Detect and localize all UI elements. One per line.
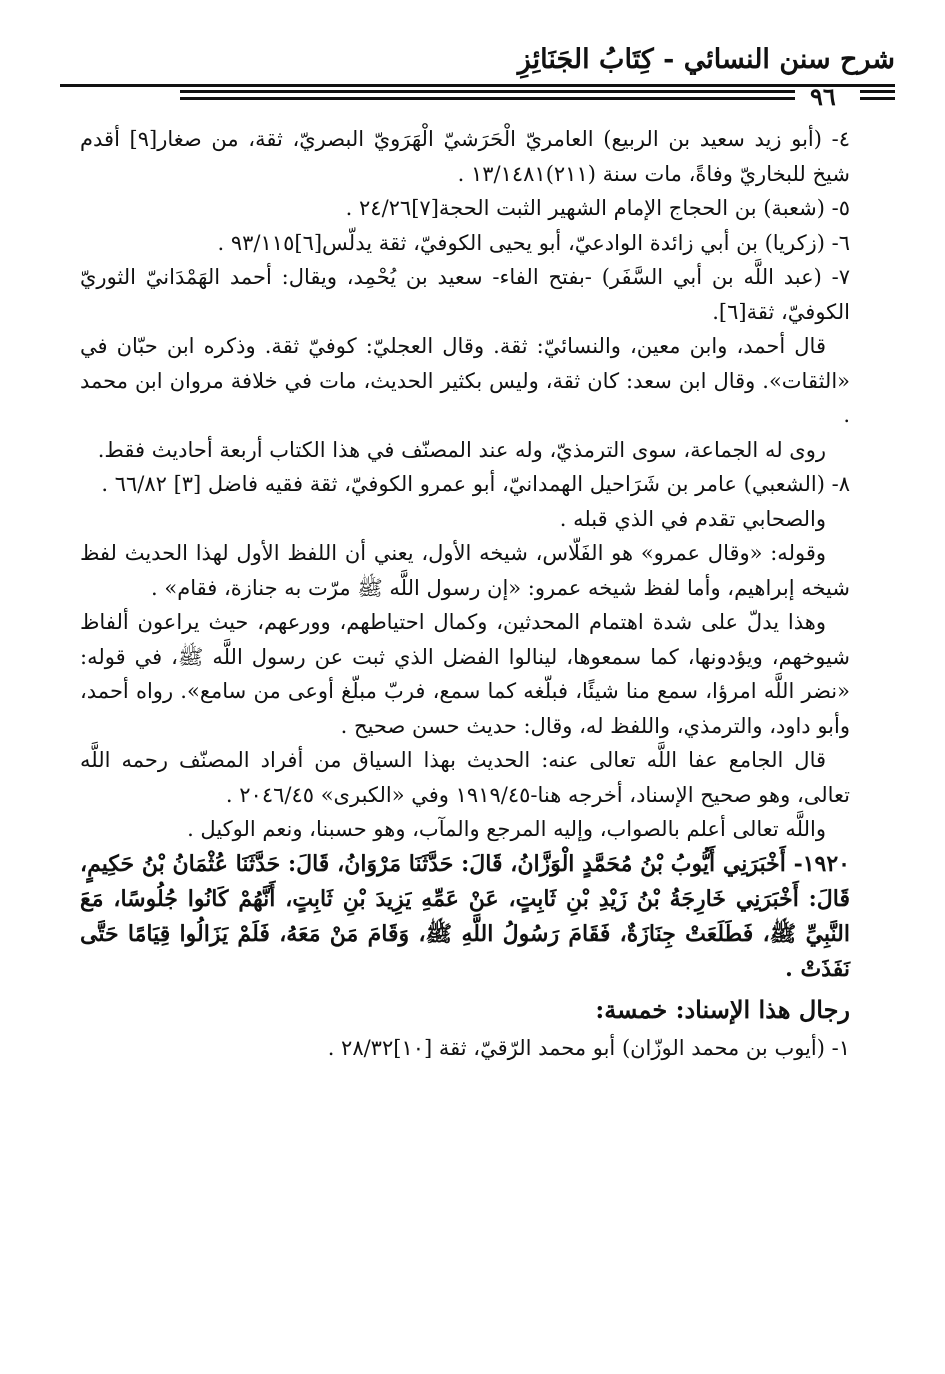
double-rule-left — [180, 90, 795, 102]
narrator-entry-5: ٥- (شعبة) بن الحجاج الإمام الشهير الثبت الحجة[٧]٢٤/٢٦ . — [345, 196, 850, 220]
narrator-entry-8: ٨- (الشعبي) عامر بن شَرَاحيل الهمدانيّ، أبو عمرو الكوفيّ، ثقة فقيه فاضل [٣] ٦٦/٨٢ . — [101, 472, 850, 496]
page-header — [60, 40, 895, 96]
page-number: ٩٦ — [810, 82, 836, 111]
paragraph-grading: قال أحمد، وابن معين، والنسائيّ: ثقة. وقال العجليّ: كوفيّ ثقة. وذكره ابن حبّان في «الثقات». وقال ابن سعد: كان ثقة، وليس بكثير الحديث، مات في خلافة مروان ابن محمد . — [80, 334, 850, 427]
page-body — [80, 122, 850, 1066]
paragraph-compiler-note: قال الجامع عفا اللَّه تعالى عنه: الحديث بهذا السياق من أفراد المصنّف رحمه اللَّه تعالى، وهو صحيح الإسناد، أخرجه هنا-١٩١٩/٤٥ وفي «الكبرى» ٢٠٤٦/٤٥ . — [80, 748, 850, 807]
paragraph-explanation: وقوله: «وقال عمرو» هو الفَلّاس، شيخه الأول، يعني أن اللفظ الأول لهذا الحديث لفظ شيخه إبراهيم، وأما لفظ شيخه عمرو: «إن رسول اللَّه ﷺ مرّت به جنازة، فقام» . — [80, 541, 850, 600]
paragraph-narrators: روى له الجماعة، سوى الترمذيّ، وله عند المصنّف في هذا الكتاب أربعة أحاديث فقط. — [97, 437, 826, 462]
paragraph-closing: واللَّه تعالى أعلم بالصواب، وإليه المرجع والمآب، وهو حسبنا، ونعم الوكيل . — [187, 817, 826, 841]
narrator-entry-1: ١- (أيوب بن محمد الوزّان) أبو محمد الرّقيّ، ثقة [١٠]٢٨/٣٢ . — [327, 1036, 850, 1060]
narrator-entry-4: ٤- (أبو زيد سعيد بن الربيع) العامريّ الْحَرَشيّ الْهَرَويّ البصريّ، ثقة، من صغار[٩] أقدم شيخ للبخاريّ وفاةً، مات سنة (٢١١)١٣/١٤٨١ . — [80, 127, 850, 186]
narrator-entry-7: ٧- (عبد اللَّه بن أبي السَّفَر) -بفتح الفاء- سعيد بن يُحْمِد، ويقال: أحمد الهَمْدَانيّ الثوريّ الكوفيّ، ثقة[٦]. — [80, 265, 850, 324]
section-heading: رجال هذا الإسناد: خمسة: — [595, 994, 850, 1024]
hadith-text: ١٩٢٠- أَخْبَرَنِي أَيُّوبُ بْنُ مُحَمَّدٍ الْوَزَّانُ، قَالَ: حَدَّثَنَا مَرْوَانُ، قَالَ: حَدَّثَنَا عُثْمَانُ بْنُ حَكِيمٍ، قَالَ: أَخْبَرَنِي خَارِجَةُ بْنُ زَيْدِ بْنِ ثَابِتٍ، عَنْ عَمِّهِ يَزِيدَ بْنِ ثَابِتٍ، أَنَّهُمْ كَانُوا جُلُوسًا، مَعَ النَّبِيِّ ﷺ، فَطَلَعَتْ جِنَازَةٌ، فَقَامَ رَسُولُ اللَّهِ ﷺ، وَقَامَ مَنْ مَعَهُ، فَلَمْ يَزَالُوا قِيَامًا حَتَّى نَفَذَتْ . — [80, 850, 850, 982]
paragraph-companion: والصحابي تقدم في الذي قبله . — [559, 506, 826, 531]
header-rule — [60, 84, 895, 87]
narrator-entry-6: ٦- (زكريا) بن أبي زائدة الوادعيّ، أبو يحيى الكوفيّ، ثقة يدلّس[٦]٩٣/١١٥ . — [217, 230, 850, 255]
running-title: شرح سنن النسائي - كِتَابُ الجَنَائِزِ — [517, 44, 895, 75]
paragraph-commentary: وهذا يدلّ على شدة اهتمام المحدثين، وكمال احتياطهم، وورعهم، حيث يراعون ألفاظ شيوخهم، ويؤدونها، كما سمعوها، لينالوا الفضل الذي ثبت عن رسول اللَّه ﷺ، في قوله: «نضر اللَّه امرؤا، سمع منا شيئًا، فبلّغه كما سمع، فربّ مبلّغ أوعى من سامع». رواه أحمد، وأبو داود، والترمذي، واللفظ له، وقال: حديث حسن صحيح . — [80, 610, 850, 738]
double-rule-right — [860, 90, 895, 102]
page-number-line — [60, 82, 895, 111]
